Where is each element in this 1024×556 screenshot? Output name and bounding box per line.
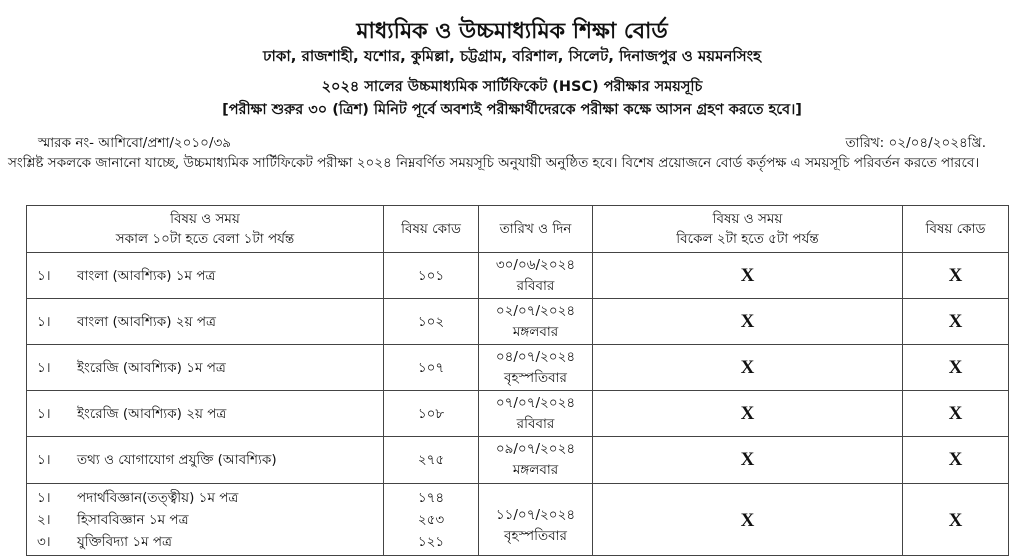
afternoon-subject-cell: X: [593, 345, 903, 391]
exam-day: রবিবার: [516, 277, 555, 294]
afternoon-subject-cell: X: [593, 391, 903, 437]
morning-code-cell: ১০১: [384, 253, 479, 299]
exam-day: মঙ্গলবার: [512, 323, 559, 340]
exam-date: ১১/০৭/২০২৪: [495, 506, 576, 523]
exam-schedule-table: [26, 205, 1009, 556]
table-header-row: [27, 206, 1009, 253]
header-date-day: তারিখ ও দিন: [479, 206, 593, 253]
morning-code-cell: ১০৭: [384, 345, 479, 391]
morning-subject-cell: [27, 484, 384, 556]
morning-subject-cell: [27, 345, 384, 391]
exam-date: ০২/০৭/২০২৪: [495, 302, 576, 319]
date-day-cell: [479, 345, 593, 391]
header-morning-subject-line1: বিষয় ও সময়: [170, 211, 240, 227]
table-row: [27, 437, 1009, 484]
board-list: ঢাকা, রাজশাহী, যশোর, কুমিল্লা, চট্টগ্রাম, বরিশাল, সিলেট, দিনাজপুর ও ময়মনসিংহ: [263, 47, 761, 65]
header-afternoon-subject-line2: বিকেল ২টা হতে ৫টা পর্যন্ত: [676, 231, 819, 247]
subject-code: ১৭৪: [417, 489, 445, 506]
subject-number: ১।: [37, 313, 51, 330]
morning-code-cell: ২৭৫: [384, 437, 479, 484]
exam-date: ০৭/০৭/২০২৪: [495, 394, 576, 411]
subject-name: বাংলা (আবশ্যিক) ২য় পত্র: [77, 313, 216, 330]
morning-subject-cell: [27, 299, 384, 345]
exam-notice: [পরীক্ষা শুরুর ৩০ (ত্রিশ) মিনিট পূর্বে অবশ্যই পরীক্ষার্থীদেরকে পরীক্ষা কক্ষে আসন গ্রহণ করতে হবে।]: [222, 102, 802, 118]
exam-day: বৃহস্পতিবার: [504, 369, 567, 386]
header-afternoon-code: বিষয় কোড: [903, 206, 1009, 253]
afternoon-code-cell: X: [903, 253, 1009, 299]
afternoon-code-cell: X: [903, 484, 1009, 556]
morning-subject-cell: [27, 437, 384, 484]
afternoon-code-cell: X: [903, 299, 1009, 345]
morning-subject-cell: [27, 391, 384, 437]
morning-code-cell: [384, 484, 479, 556]
subject-number: ২।: [37, 511, 51, 528]
afternoon-subject-cell: X: [593, 484, 903, 556]
header-afternoon-subject: [593, 206, 903, 253]
subject-number: ১।: [37, 489, 51, 506]
subject-code: ১২১: [417, 533, 445, 550]
table-row: [27, 484, 1009, 556]
intro-paragraph: সংশ্লিষ্ট সকলকে জানানো যাচ্ছে, উচ্চমাধ্যমিক সার্টিফিকেট পরীক্ষা ২০২৪ নিম্নবর্ণিত সময়সূচি অনুযায়ী অনুষ্ঠিত হবে। বিশেষ প্রয়োজনে বোর্ড কর্তৃপক্ষ এ সময়সূচি পরিবর্তন করতে পারবে।: [8, 155, 980, 171]
subject-number: ১।: [37, 359, 51, 376]
afternoon-code-cell: X: [903, 437, 1009, 484]
afternoon-subject-cell: X: [593, 299, 903, 345]
exam-date: ৩০/০৬/২০২৪: [495, 256, 576, 273]
table-row: [27, 299, 1009, 345]
date-day-cell: [479, 484, 593, 556]
subject-name: পদার্থবিজ্ঞান(তত্ত্বীয়) ১ম পত্র: [77, 489, 239, 506]
morning-subject-cell: [27, 253, 384, 299]
subject-code: ২৫৩: [417, 511, 445, 528]
date-day-cell: [479, 253, 593, 299]
subject-name: ইংরেজি (আবশ্যিক) ২য় পত্র: [77, 405, 227, 422]
afternoon-code-cell: X: [903, 345, 1009, 391]
table-row: [27, 253, 1009, 299]
morning-code-cell: ১০৮: [384, 391, 479, 437]
memo-reference: স্মারক নং- আশিবো/প্রশা/২০১০/৩৯: [38, 135, 232, 151]
subject-name: ইংরেজি (আবশ্যিক) ১ম পত্র: [77, 359, 226, 376]
afternoon-code-cell: X: [903, 391, 1009, 437]
header-morning-subject: [27, 206, 384, 253]
exam-title: ২০২৪ সালের উচ্চমাধ্যমিক সার্টিফিকেট (HSC) পরীক্ষার সময়সূচি: [321, 79, 703, 95]
header-morning-subject-line2: সকাল ১০টা হতে বেলা ১টা পর্যন্ত: [115, 231, 295, 247]
subject-name: তথ্য ও যোগাযোগ প্রযুক্তি (আবশ্যিক): [77, 452, 277, 468]
exam-date: ০৪/০৭/২০২৪: [495, 348, 576, 365]
subject-name: যুক্তিবিদ্যা ১ম পত্র: [77, 533, 172, 550]
header-morning-code: বিষয় কোড: [384, 206, 479, 253]
subject-name: হিসাববিজ্ঞান ১ম পত্র: [77, 511, 189, 528]
exam-day: মঙ্গলবার: [512, 462, 559, 478]
exam-day: রবিবার: [516, 415, 555, 432]
subject-number: ১।: [37, 452, 51, 468]
date-day-cell: [479, 299, 593, 345]
subject-number: ১।: [37, 405, 51, 422]
morning-code-cell: ১০২: [384, 299, 479, 345]
table-row: [27, 391, 1009, 437]
header-afternoon-subject-line1: বিষয় ও সময়: [712, 211, 783, 227]
subject-name: বাংলা (আবশ্যিক) ১ম পত্র: [77, 267, 216, 284]
afternoon-subject-cell: X: [593, 253, 903, 299]
subject-number: ১।: [37, 267, 51, 284]
exam-day: বৃহস্পতিবার: [504, 527, 567, 544]
exam-date: ০৯/০৭/২০২৪: [495, 441, 576, 457]
memo-date: তারিখ: ০২/০৪/২০২৪খ্রি.: [845, 135, 986, 151]
date-day-cell: [479, 437, 593, 484]
table-row: [27, 345, 1009, 391]
subject-number: ৩।: [37, 533, 51, 550]
date-day-cell: [479, 391, 593, 437]
board-title: মাধ্যমিক ও উচ্চমাধ্যমিক শিক্ষা বোর্ড: [356, 19, 668, 44]
afternoon-subject-cell: X: [593, 437, 903, 484]
